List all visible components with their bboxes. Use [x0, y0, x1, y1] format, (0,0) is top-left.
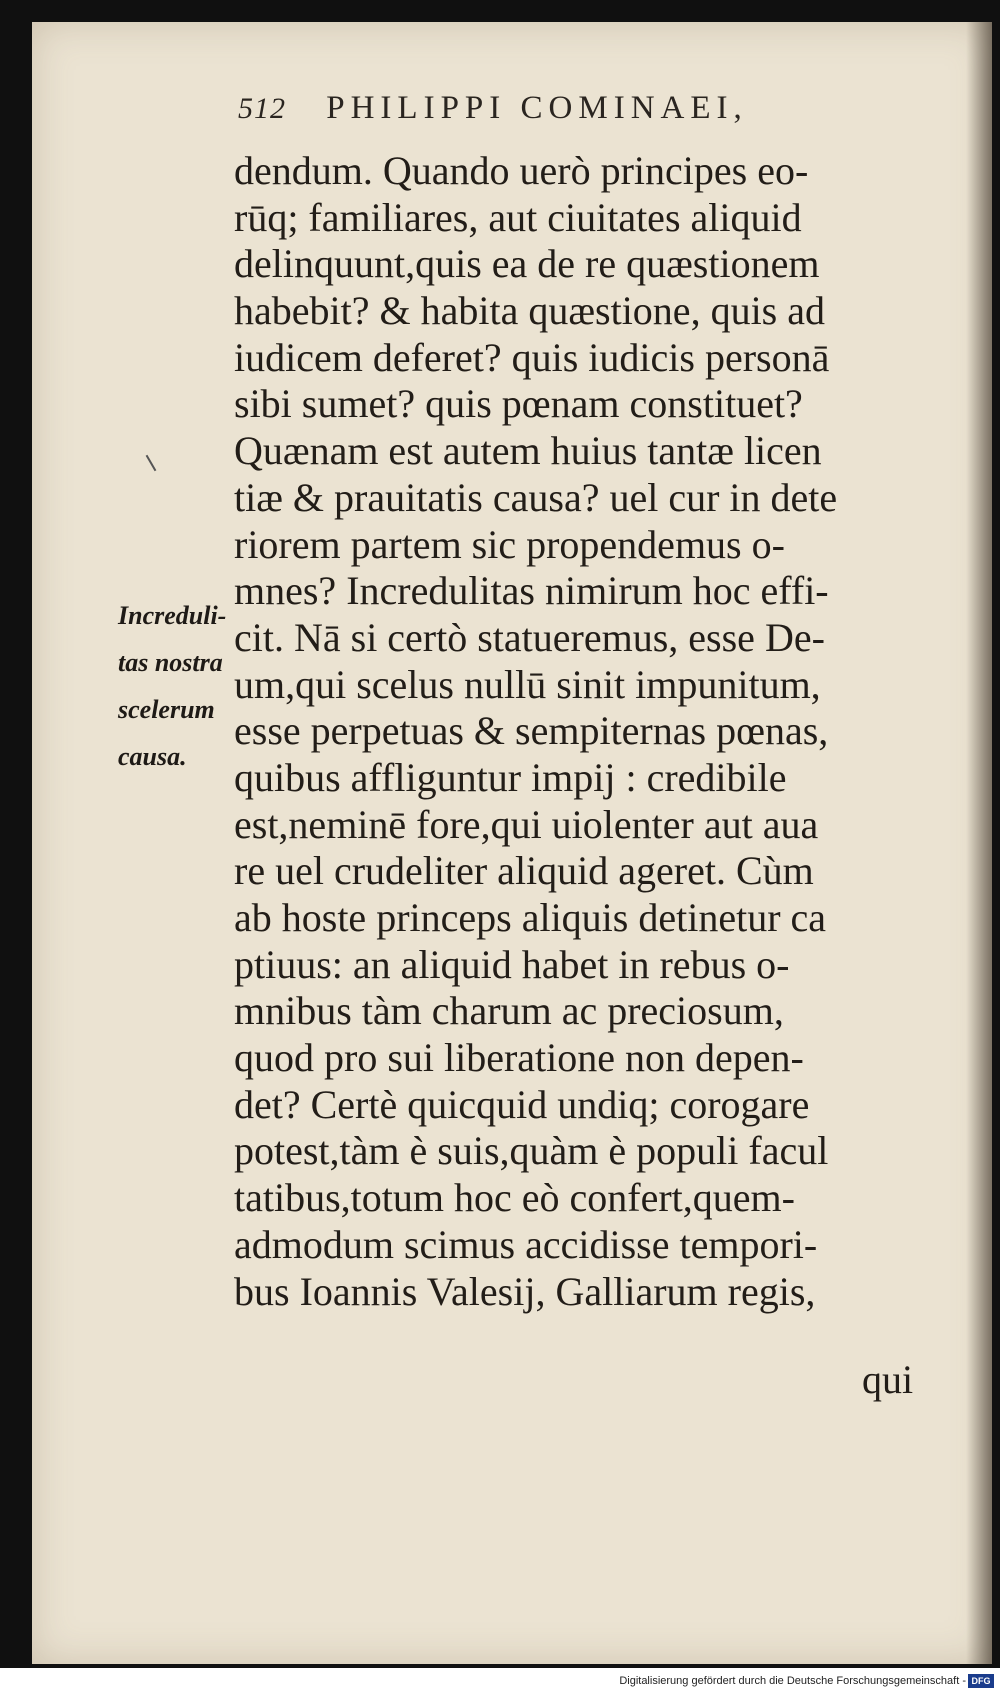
text-line: tiæ & prauitatis causa? uel cur in dete — [234, 474, 838, 520]
text-line: det? Certè quicquid undiq; corogare — [234, 1081, 810, 1127]
text-line: riorem partem sic propendemus o- — [234, 521, 785, 567]
text-line: dendum. Quando uerò principes eo- — [234, 148, 809, 193]
text-line: admodum scimus accidisse tempori- — [234, 1221, 818, 1267]
running-head — [238, 90, 878, 127]
dfg-logo: DFG — [968, 1674, 994, 1688]
gutter-shadow — [966, 22, 992, 1664]
text-line: quibus affliguntur impij : credibile — [234, 754, 787, 800]
text-line: potest,tàm è suis,quàm è populi facul — [234, 1128, 829, 1174]
page-number: 512 — [238, 92, 286, 125]
text-line: cit. Nā si certò statueremus, esse De- — [234, 614, 825, 660]
main-text-block — [234, 148, 934, 1315]
text-line: um,qui scelus nullū sinit impunitum, — [234, 661, 821, 707]
text-line: sibi sumet? quis pœnam constituet? — [234, 381, 803, 427]
text-line: quod pro sui liberatione non depen- — [234, 1035, 804, 1081]
marginal-note — [118, 592, 258, 780]
catchword: qui — [862, 1357, 914, 1402]
text-line: habebit? & habita quæstione, quis ad — [234, 288, 825, 334]
text-line: ptiuus: an aliquid habet in rebus o- — [234, 941, 790, 987]
text-line: re uel crudeliter aliquid ageret. Cùm — [234, 848, 814, 894]
text-line: mnes? Incredulitas nimirum hoc effi- — [234, 568, 829, 614]
marginal-note-line: scelerum — [118, 695, 215, 724]
text-line: delinquunt,quis ea de re quæstionem — [234, 241, 820, 287]
text-line: esse perpetuas & sempiternas pœnas, — [234, 708, 829, 754]
text-line: ab hoste princeps aliquis detinetur ca — [234, 895, 827, 940]
marginal-note-line: Increduli- — [118, 601, 227, 630]
text-line: mnibus tàm charum ac preciosum, — [234, 988, 784, 1034]
text-line: rūq; familiares, aut ciuitates aliquid — [234, 194, 802, 240]
text-line: bus Ioannis Valesij, Galliarum regis, — [234, 1268, 816, 1314]
text-line: est,neminē fore,qui uiolenter aut aua — [234, 801, 819, 847]
text-line: tatibus,totum hoc eò confert,quem- — [234, 1175, 795, 1221]
funding-credit: Digitalisierung gefördert durch die Deutsche Forschungsgemeinschaft - — [619, 1675, 966, 1687]
marginal-note-line: causa. — [118, 742, 187, 771]
running-title: PHILIPPI COMINAEI, — [326, 90, 748, 126]
text-line: Quænam est autem huius tantæ licen — [234, 428, 822, 474]
marginal-note-line: tas nostra — [118, 648, 223, 677]
text-line: iudicem deferet? quis iudicis personā — [234, 334, 830, 380]
